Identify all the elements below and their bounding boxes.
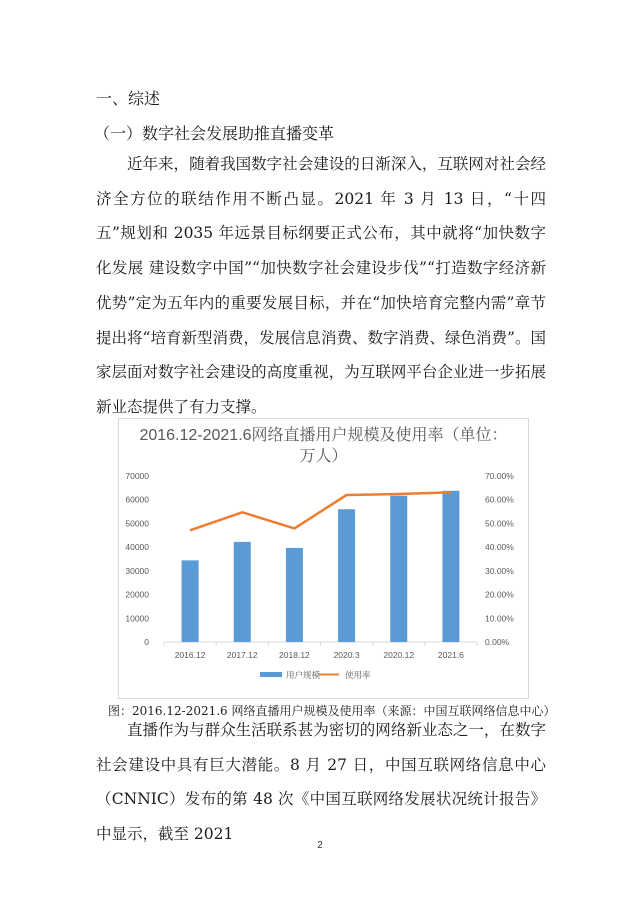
x-axis-tick: 2020.3 [333, 650, 360, 660]
legend-bar-swatch [260, 672, 282, 677]
y-axis-tick: 40000 [125, 542, 149, 553]
y2-axis-tick: 30.00% [485, 565, 514, 576]
y-axis-tick: 70000 [125, 471, 149, 481]
usage-rate-line [190, 492, 451, 530]
bar [390, 496, 407, 642]
y2-axis-tick: 40.00% [485, 542, 514, 553]
chart-plot [119, 419, 528, 698]
chart-title-line2: 万人） [299, 448, 348, 465]
y-axis-tick: 0 [144, 637, 149, 647]
paragraph-text: 直播作为与群众生活联系甚为密切的网络新业态之一，在数字社会建设中具有巨大潜能。8 月 27 日，中国互联网络信息中心（CNNIC）发布的第 48 次《中国互联网络发展状况统计报告》中显示，截至 2021 [96, 721, 546, 844]
bar [338, 509, 355, 642]
subsection-heading: （一）数字社会发展助推直播变革 [94, 124, 335, 143]
y-axis-tick: 50000 [125, 518, 149, 529]
page-number: 2 [317, 840, 323, 851]
y2-axis-tick: 50.00% [485, 518, 514, 529]
legend-line-label: 使用率 [345, 670, 371, 680]
y2-axis-tick: 70.00% [485, 471, 514, 481]
figure-caption: 图：2016.12-2021.6 网络直播用户规模及使用率（来源：中国互联网络信息中心） [108, 704, 556, 718]
y2-axis-tick: 0.00% [485, 637, 510, 647]
bar [442, 491, 459, 642]
bar [182, 560, 199, 642]
y-axis-tick: 60000 [125, 494, 149, 505]
legend-bar-label: 用户规模 [286, 670, 321, 680]
chart-title-line1: 2016.12-2021.6网络直播用户规模及使用率（单位： [139, 427, 508, 444]
bar [234, 542, 251, 642]
y2-axis-tick: 20.00% [485, 589, 514, 600]
paragraph-intro [96, 147, 546, 425]
section-heading: 一、综述 [96, 89, 161, 108]
combo-chart [118, 418, 529, 699]
paragraph-text: 近年来，随着我国数字社会建设的日渐深入，互联网对社会经济全方位的联结作用不断凸显。2021 年 3 月 13 日，“十四五”规划和 2035 年远景目标纲要正式公布，其中就将“加快数字化发展 建设数字中国”“加快数字社会建设步伐”“打造数字经济新优势”定为五年内的重要发展目标，并在“加快培育完整内需”章节提出将“培育新型消费，发展信息消费、数字消费、绿色消费”。国家层面对数字社会建设的高度重视，为互联网平台企业进一步拓展新业态提供了有力支撑。 [96, 155, 546, 416]
bar [286, 548, 303, 642]
x-axis-tick: 2020.12 [383, 650, 415, 660]
y2-axis-tick: 60.00% [485, 494, 514, 505]
x-axis-tick: 2021.6 [437, 650, 464, 660]
y2-axis-tick: 10.00% [485, 613, 514, 624]
x-axis-tick: 2016.12 [174, 650, 206, 660]
x-axis-tick: 2018.12 [279, 650, 310, 660]
y-axis-tick: 10000 [125, 613, 149, 624]
y-axis-tick: 20000 [125, 589, 149, 600]
y-axis-tick: 30000 [125, 565, 149, 576]
x-axis-tick: 2017.12 [226, 650, 258, 660]
paragraph-live [96, 713, 546, 852]
